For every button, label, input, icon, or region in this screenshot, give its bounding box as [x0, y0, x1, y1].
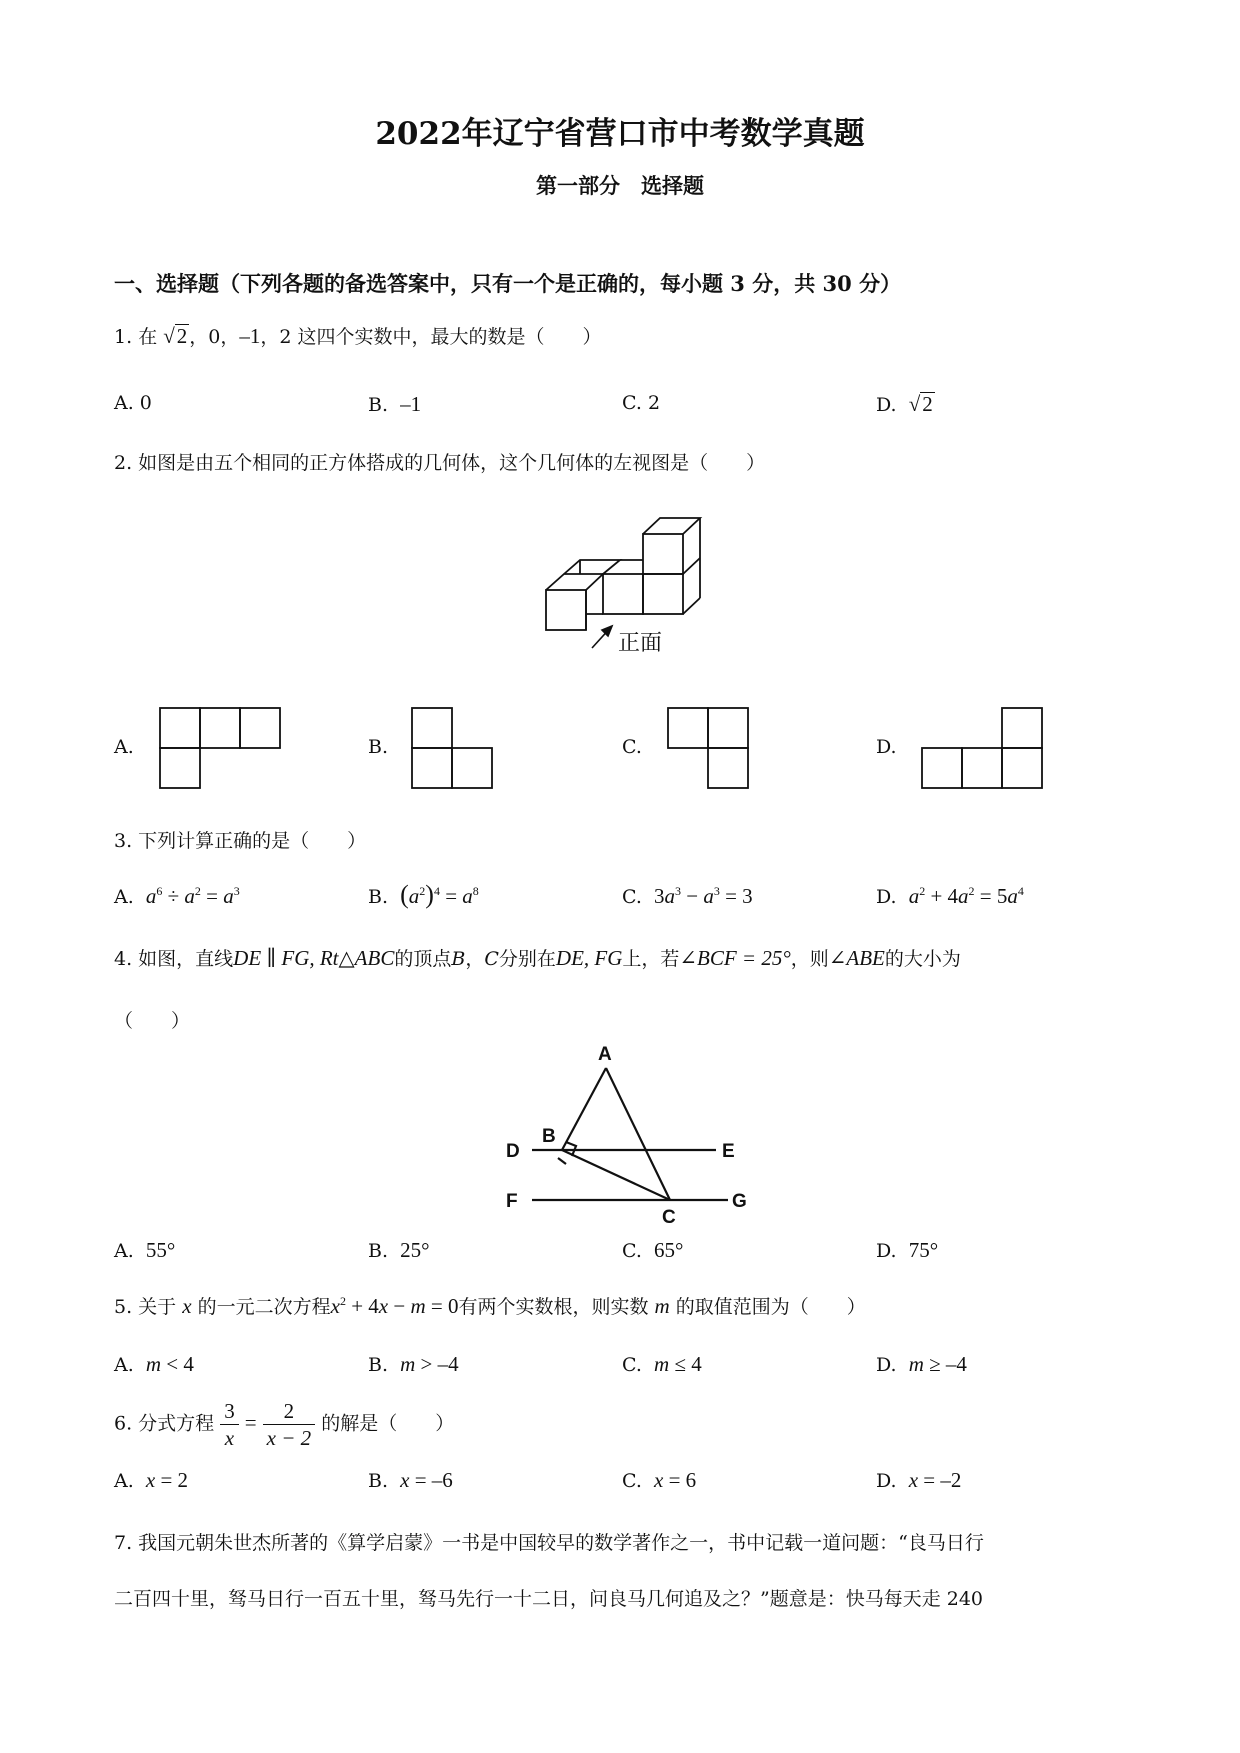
q3-option-d[interactable]: D. $a^2 + 4a^2 = 5a^4$	[876, 884, 1024, 908]
q2-option-a-label[interactable]: A.	[114, 736, 134, 758]
front-label: 正面	[618, 630, 663, 655]
svg-text:F: F	[506, 1191, 518, 1212]
q2-option-d-figure[interactable]	[920, 706, 1046, 790]
q5-option-b[interactable]: B. m > –4	[368, 1352, 459, 1376]
svg-text:A: A	[598, 1044, 612, 1065]
q2-option-c-label[interactable]: C.	[622, 736, 642, 758]
question-4-paren: （ ）	[114, 1010, 191, 1032]
question-7-line-2: 二百四十里，驽马日行一百五十里，驽马先行一十二日，问良马几何追及之？”题意是：快马每天走 240	[114, 1588, 984, 1610]
svg-text:E: E	[722, 1141, 735, 1162]
q4-option-a[interactable]: A. 55°	[114, 1238, 176, 1262]
q6-option-a[interactable]: A. x = 2	[114, 1468, 189, 1492]
question-3: 3. 下列计算正确的是（ ）	[114, 830, 367, 852]
q2-option-c-figure[interactable]	[666, 706, 752, 790]
q2-option-a-figure[interactable]	[158, 706, 284, 790]
page-title: 2022年辽宁省营口市中考数学真题	[375, 116, 865, 152]
question-2: 2. 如图是由五个相同的正方体搭成的几何体，这个几何体的左视图是（ ）	[114, 452, 766, 474]
q5-option-d[interactable]: D. m ≥ –4	[876, 1352, 967, 1376]
q6-option-d[interactable]: D. x = –2	[876, 1468, 962, 1492]
q2-cube-figure	[540, 510, 720, 660]
q3-option-b[interactable]: B. $(a^2)^4 = a^8$	[368, 880, 479, 909]
q4-option-c[interactable]: C. 65°	[622, 1238, 684, 1262]
question-7-line-1: 7. 我国元朝朱世杰所著的《算学启蒙》一书是中国较早的数学著作之一，书中记载一道问题：“良马日行	[114, 1532, 984, 1554]
q5-option-a[interactable]: A. m < 4	[114, 1352, 194, 1376]
q1-option-d[interactable]: D. √2	[876, 392, 933, 416]
section-heading: 一、选择题（下列各题的备选答案中，只有一个是正确的，每小题 3 分，共 30 分）	[114, 271, 902, 296]
question-6: 6. 分式方程 $\frac{3}{x}$ = $\frac{2}{x - 2}$ 的解是（ ）	[114, 1399, 455, 1450]
q2-option-b-figure[interactable]	[410, 706, 496, 790]
question-5: 5. 关于 x 的一元二次方程$x^2 + 4x - m = 0$有两个实数根，则实数 m 的取值范围为（ ）	[114, 1294, 866, 1318]
q1-option-a[interactable]: A. 0	[114, 392, 152, 414]
q5-option-c[interactable]: C. m ≤ 4	[622, 1352, 702, 1376]
q3-option-c[interactable]: C. $3a^3 - a^3 = 3$	[622, 884, 753, 908]
q1-option-b[interactable]: B. –1	[368, 392, 422, 416]
q6-option-b[interactable]: B. x = –6	[368, 1468, 453, 1492]
q4-option-b[interactable]: B. 25°	[368, 1238, 430, 1262]
question-1: 1. 在 √2 ，0，–1，2 这四个实数中，最大的数是（ ）	[114, 324, 602, 348]
svg-text:G: G	[732, 1191, 747, 1212]
q2-option-d-label[interactable]: D.	[876, 736, 897, 758]
svg-text:C: C	[662, 1207, 676, 1228]
page-subtitle: 第一部分 选择题	[536, 173, 704, 198]
q2-option-b-label[interactable]: B.	[368, 736, 389, 758]
svg-text:D: D	[506, 1141, 520, 1162]
q6-option-c[interactable]: C. x = 6	[622, 1468, 697, 1492]
q4-option-d[interactable]: D. 75°	[876, 1238, 939, 1262]
question-4: 4. 如图，直线DE ∥ FG, Rt△ABC的顶点B，C分别在DE, FG上，若∠BCF = 25°，则∠ABE的大小为	[114, 946, 961, 970]
q4-triangle-figure	[500, 1040, 750, 1230]
q1-option-c[interactable]: C. 2	[622, 392, 661, 414]
svg-text:B: B	[542, 1126, 556, 1147]
q3-option-a[interactable]: A. $a^6 \div a^2 = a^3$	[114, 884, 240, 908]
